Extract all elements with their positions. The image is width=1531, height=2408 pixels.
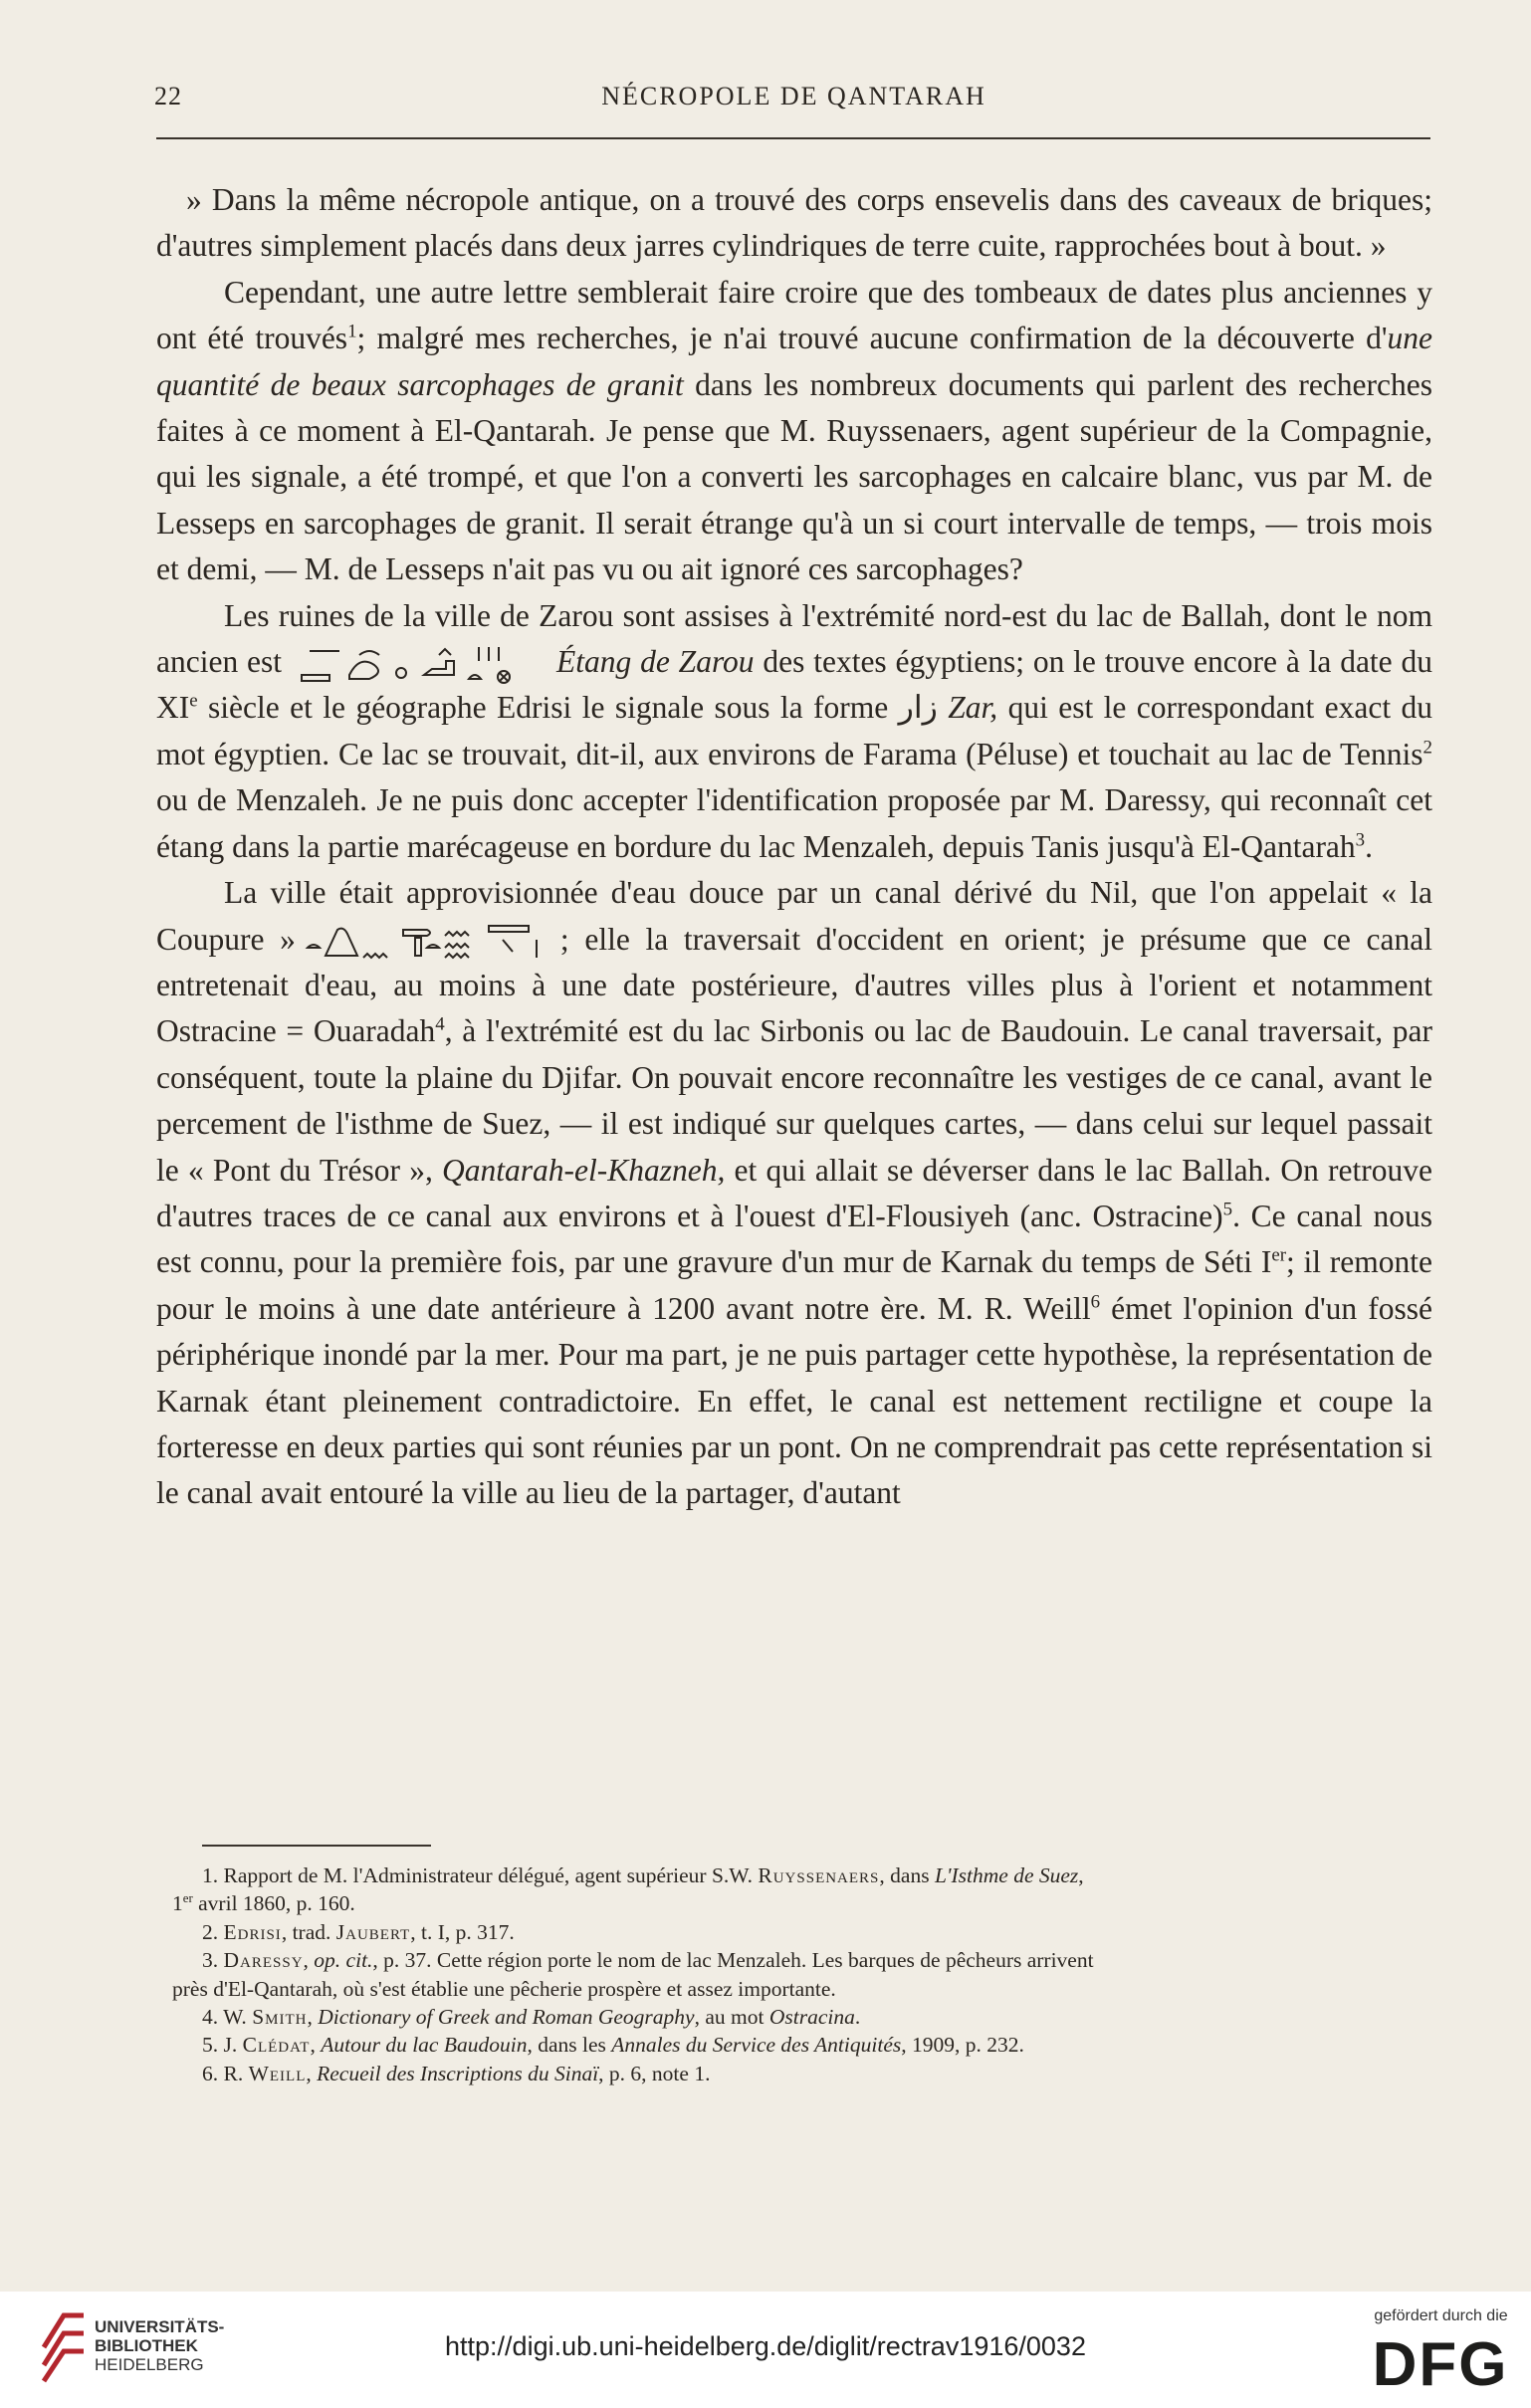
footnote-1: 1. Rapport de M. l'Administrateur délégué, agent supérieur S.W. Ruyssenaers, dans L'Isthme de Suez, xyxy=(202,1863,1084,1887)
footnote-1-continued: 1er avril 1860, p. 160. xyxy=(172,1891,355,1916)
header-rule xyxy=(156,137,1430,139)
library-name: UNIVERSITÄTS- BIBLIOTHEK HEIDELBERG xyxy=(95,2317,225,2374)
footnote-ref-4[interactable]: 4 xyxy=(435,1013,445,1035)
footnote-3: 3. Daressy, op. cit., p. 37. Cette région porte le nom de lac Menzaleh. Les barques de pêcheurs arrivent xyxy=(202,1948,1094,1973)
paragraph-zarou: Les ruines de la ville de Zarou sont assises à l'extrémité nord-est du lac de Ballah, dont le nom ancien est Étang de Zarou des textes égyptiens; on le trouve encore à la date du XIe siècle et le géographe Edrisi le signale sous la forme زار Zar, qui est le correspondant exact du mot égyptien. Ce lac se trouvait, dit-il, aux environs de Farama (Péluse) et touchait au lac de Tennis$^2$ ou de Menzaleh. Je ne puis donc accepter l'identification proposée par M. Daressy, qui reconnaît cet étang dans la partie marécageuse en bordure du lac Menzaleh, depuis Tanis jusqu'à El-Qantarah$^3$. xyxy=(156,597,1432,864)
page-number: 22 xyxy=(154,82,182,110)
footnote-ref-6[interactable]: 6 xyxy=(1090,1291,1101,1313)
permalink-url[interactable]: http://digi.ub.uni-heidelberg.de/diglit/rectrav1916/0032 xyxy=(445,2331,1086,2361)
footnotes xyxy=(172,1861,1436,2087)
footnote-ref-1[interactable]: 1 xyxy=(347,321,357,342)
arabic-zar: زار xyxy=(898,690,938,726)
funding-label: gefördert durch die xyxy=(1374,2307,1508,2324)
footnote-6: 6. R. Weill, Recueil des Inscriptions du Sinaï, p. 6, note 1. xyxy=(202,2061,711,2085)
paragraph-canal: La ville était approvisionnée d'eau douce par un canal dérivé du Nil, que l'on appelait « la Coupure » ; elle la traversait d'occident en orient; je présume que ce canal entretenait d'eau, au moins à une date postérieure, d'autres villes plus à l'orient et notamment Ostracine = Ouaradah$^4$, à l'extrémité est du lac Sirbonis ou lac de Baudouin. Le canal traversait, par conséquent, toute la plaine du Djifar. On pouvait encore reconnaître les vestiges de ce canal, avant le percement de l'isthme de Suez, — il est indiqué sur quelques cartes, — dans celui sur lequel passait le « Pont du Trésor », Qantarah-el-Khazneh, et qui allait se déverser dans le lac Ballah. On retrouve d'autres traces de ce canal aux environs et à l'ouest d'El-Flousiyeh (anc. Ostracine)$^5$. Ce canal nous est connu, pour la première fois, par une gravure d'un mur de Karnak du temps de Séti Ier; il remonte pour le moins à une date antérieure à 1200 avant notre ère. M. R. Weill$^6$ émet l'opinion d'un fossé périphérique inondé par la mer. Pour ma part, je ne puis partager cette hypothèse, la représentation de Karnak étant pleinement contradictoire. En effet, le canal est nettement rectiligne et coupe la forteresse en deux parties qui sont réunies par un pont. On ne comprendrait pas cette représentation si le canal avait entouré la ville au lieu de la partager, d'autant xyxy=(156,875,1433,1511)
page-header xyxy=(154,82,1433,121)
footnote-3-continued: près d'El-Qantarah, où s'est établie une pêcherie prospère et assez importante. xyxy=(172,1976,836,2001)
running-title: NÉCROPOLE DE QANTARAH xyxy=(601,82,986,110)
body-text xyxy=(156,177,1432,1517)
dfg-logo-text: DFG xyxy=(1372,2330,1509,2391)
paragraph-quote: » Dans la même nécropole antique, on a trouvé des corps ensevelis dans des caveaux de briques; d'autres simplement placés dans deux jarres cylindriques de terre cuite, rapprochées bout à bout. » xyxy=(156,182,1432,264)
footnote-ref-5[interactable]: 5 xyxy=(1222,1199,1233,1220)
footnote-2: 2. Edrisi, trad. Jaubert, t. I, p. 317. xyxy=(202,1919,515,1944)
footnote-ref-3[interactable]: 3 xyxy=(1355,829,1366,851)
paragraph-sarcophages: Cependant, une autre lettre semblerait faire croire que des tombeaux de dates plus anciennes y ont été trouvés$^1$; malgré mes recherches, je n'ai trouvé aucune confirmation de la découverte d'une quantité de beaux sarcophages de granit dans les nombreux documents qui parlent des recherches faites à ce moment à El-Qantarah. Je pense que M. Ruyssenaers, agent supérieur de la Compagnie, qui les signale, a été trompé, et que l'on a converti les sarcophages en calcaire blanc, vus par M. de Lesseps en sarcophages de granit. Il serait étrange qu'à un si court intervalle de temps, — trois mois et demi, — M. de Lesseps n'ait pas vu ou ait ignoré ces sarcophages? xyxy=(156,274,1433,587)
footnote-rule xyxy=(202,1845,431,1847)
footnote-4: 4. W. Smith, Dictionary of Greek and Roman Geography, au mot Ostracina. xyxy=(202,2005,861,2030)
footnote-5: 5. J. Clédat, Autour du lac Baudouin, dans les Annales du Service des Antiquités, 1909, p. 232. xyxy=(202,2033,1024,2058)
hieroglyph-zarou-icon xyxy=(290,645,548,685)
hieroglyph-coupure-icon xyxy=(304,922,552,962)
dfg-logo[interactable] xyxy=(1366,2329,1515,2391)
footnote-ref-2[interactable]: 2 xyxy=(1422,737,1432,759)
